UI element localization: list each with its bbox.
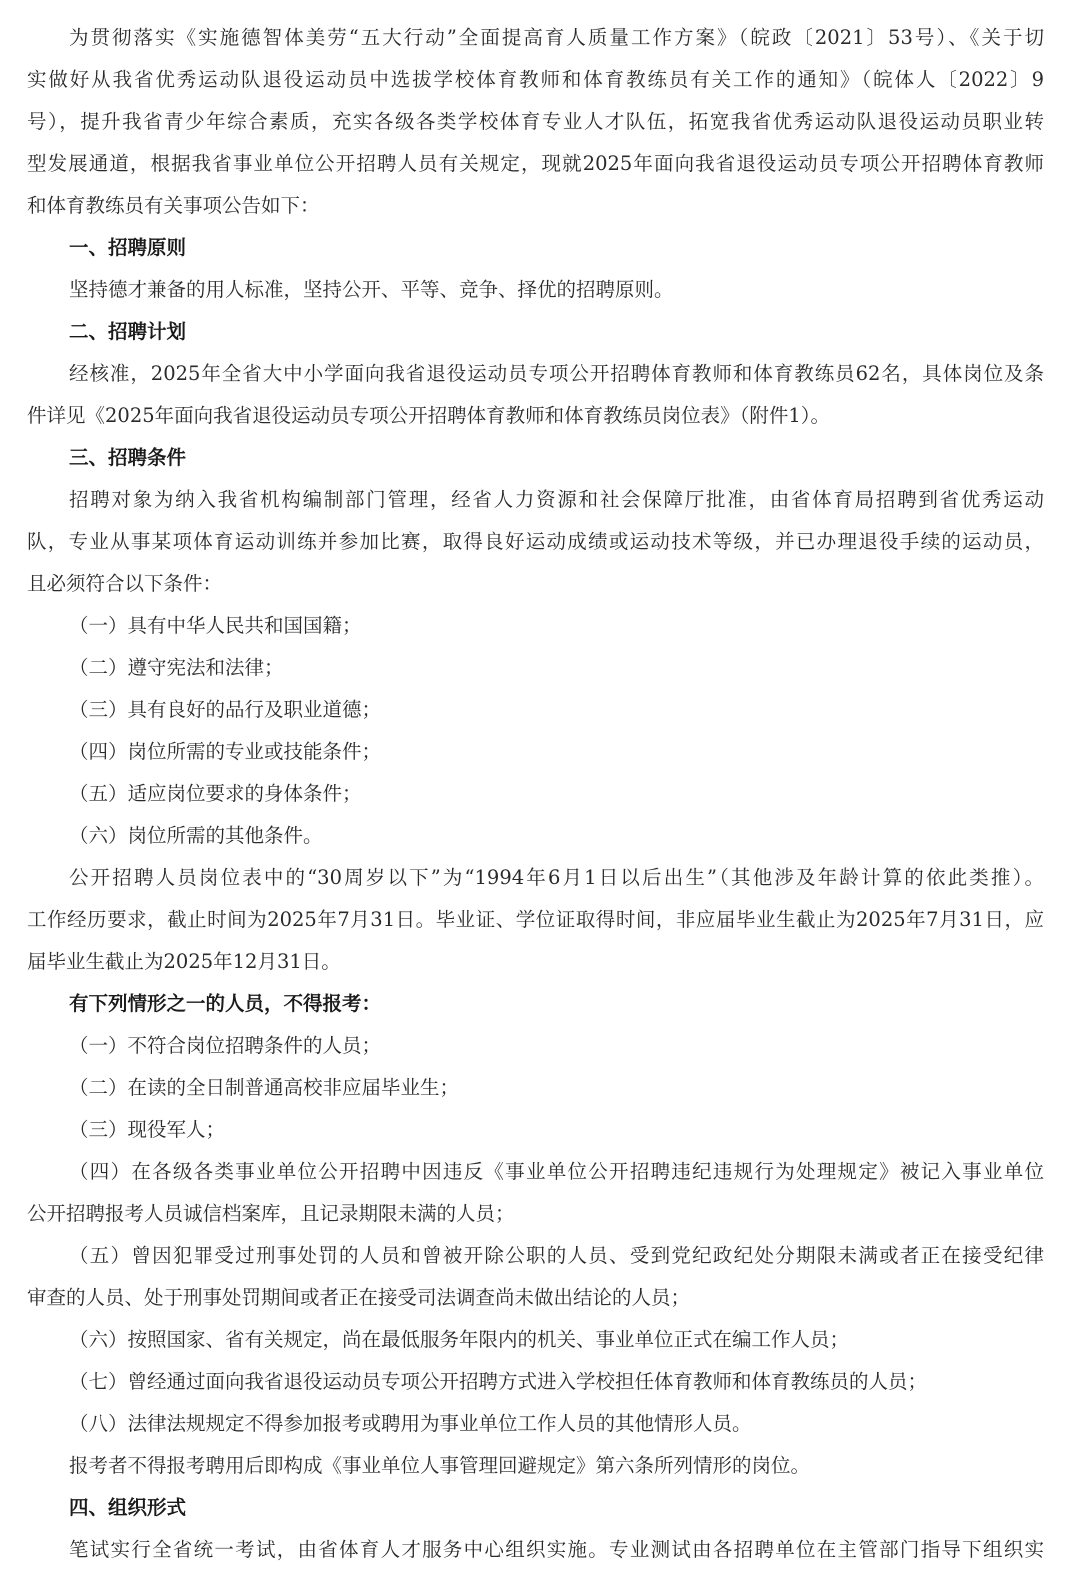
principles-paragraph: 坚持德才兼备的用人标准，坚持公开、平等、竞争、择优的招聘原则。 (69, 278, 674, 301)
excluded-item: （二）在读的全日制普通高校非应届毕业生； (69, 1076, 460, 1099)
age-rule-line-3: 届毕业生截止为2025年12月31日。 (27, 950, 341, 973)
intro-line-4: 型发展通道，根据我省事业单位公开招聘人员有关规定，现就2025年面向我省退役运动员专项公开招聘体育教师 (27, 152, 1044, 175)
condition-item: （三）具有良好的品行及职业道德； (69, 698, 382, 721)
age-rule-line-1: 公开招聘人员岗位表中的“30周岁以下”为“1994年6月1日以后出生”（其他涉及年龄计算的依此类推）。 (69, 866, 1044, 889)
intro-line-2: 实做好从我省优秀运动队退役运动员中选拔学校体育教师和体育教练员有关工作的通知》（皖体人〔2022〕9 (27, 68, 1044, 91)
condition-item: （六）岗位所需的其他条件。 (69, 824, 323, 847)
conditions-intro-line-2: 队，专业从事某项体育运动训练并参加比赛，取得良好运动成绩或运动技术等级，并已办理退役手续的运动员， (27, 530, 1044, 553)
condition-item: （一）具有中华人民共和国国籍； (69, 614, 362, 637)
excluded-item: （六）按照国家、省有关规定，尚在最低服务年限内的机关、事业单位正式在编工作人员； (69, 1328, 850, 1351)
excluded-item: （八）法律法规规定不得参加报考或聘用为事业单位工作人员的其他情形人员。 (69, 1412, 752, 1435)
condition-item: （二）遵守宪法和法律； (69, 656, 284, 679)
intro-line-3: 号），提升我省青少年综合素质，充实各级各类学校体育专业人才队伍，拓宽我省优秀运动队退役运动员职业转 (27, 110, 1044, 133)
intro-line-1: 为贯彻落实《实施德智体美劳“五大行动”全面提高育人质量工作方案》（皖政〔2021〕53号）、《关于切 (69, 26, 1044, 49)
section-heading-principles: 一、招聘原则 (69, 236, 187, 259)
age-rule-line-2: 工作经历要求，截止时间为2025年7月31日。毕业证、学位证取得时间，非应届毕业生截止为2025年7月31日，应 (27, 908, 1044, 931)
section-heading-organization: 四、组织形式 (69, 1496, 187, 1519)
excluded-item-continued: 审查的人员、处于刑事处罚期间或者正在接受司法调查尚未做出结论的人员； (27, 1286, 691, 1309)
conditions-intro-line-1: 招聘对象为纳入我省机构编制部门管理，经省人力资源和社会保障厅批准，由省体育局招聘到省优秀运动 (69, 488, 1044, 511)
organization-line-1: 笔试实行全省统一考试，由省体育人才服务中心组织实施。专业测试由各招聘单位在主管部门指导下组织实 (69, 1538, 1044, 1561)
excluded-item: （五）曾因犯罪受过刑事处罚的人员和曾被开除公职的人员、受到党纪政纪处分期限未满或者正在接受纪律 (69, 1244, 1044, 1267)
avoidance-rule: 报考者不得报考聘用后即构成《事业单位人事管理回避规定》第六条所列情形的岗位。 (69, 1454, 811, 1477)
condition-item: （五）适应岗位要求的身体条件； (69, 782, 362, 805)
excluded-heading: 有下列情形之一的人员，不得报考： (69, 992, 382, 1015)
plan-line-2: 件详见《2025年面向我省退役运动员专项公开招聘体育教师和体育教练员岗位表》（附件1）。 (27, 404, 831, 427)
section-heading-conditions: 三、招聘条件 (69, 446, 187, 469)
conditions-intro-line-3: 且必须符合以下条件： (27, 572, 223, 595)
excluded-item: （三）现役军人； (69, 1118, 226, 1141)
section-heading-plan: 二、招聘计划 (69, 320, 187, 343)
excluded-item: （四）在各级各类事业单位公开招聘中因违反《事业单位公开招聘违纪违规行为处理规定》被记入事业单位 (69, 1160, 1044, 1183)
condition-item: （四）岗位所需的专业或技能条件； (69, 740, 382, 763)
plan-line-1: 经核准，2025年全省大中小学面向我省退役运动员专项公开招聘体育教师和体育教练员62名，具体岗位及条 (69, 362, 1044, 385)
intro-line-5: 和体育教练员有关事项公告如下： (27, 194, 320, 217)
excluded-item: （一）不符合岗位招聘条件的人员； (69, 1034, 382, 1057)
excluded-item-continued: 公开招聘报考人员诚信档案库，且记录期限未满的人员； (27, 1202, 515, 1225)
excluded-item: （七）曾经通过面向我省退役运动员专项公开招聘方式进入学校担任体育教师和体育教练员的人员； (69, 1370, 928, 1393)
